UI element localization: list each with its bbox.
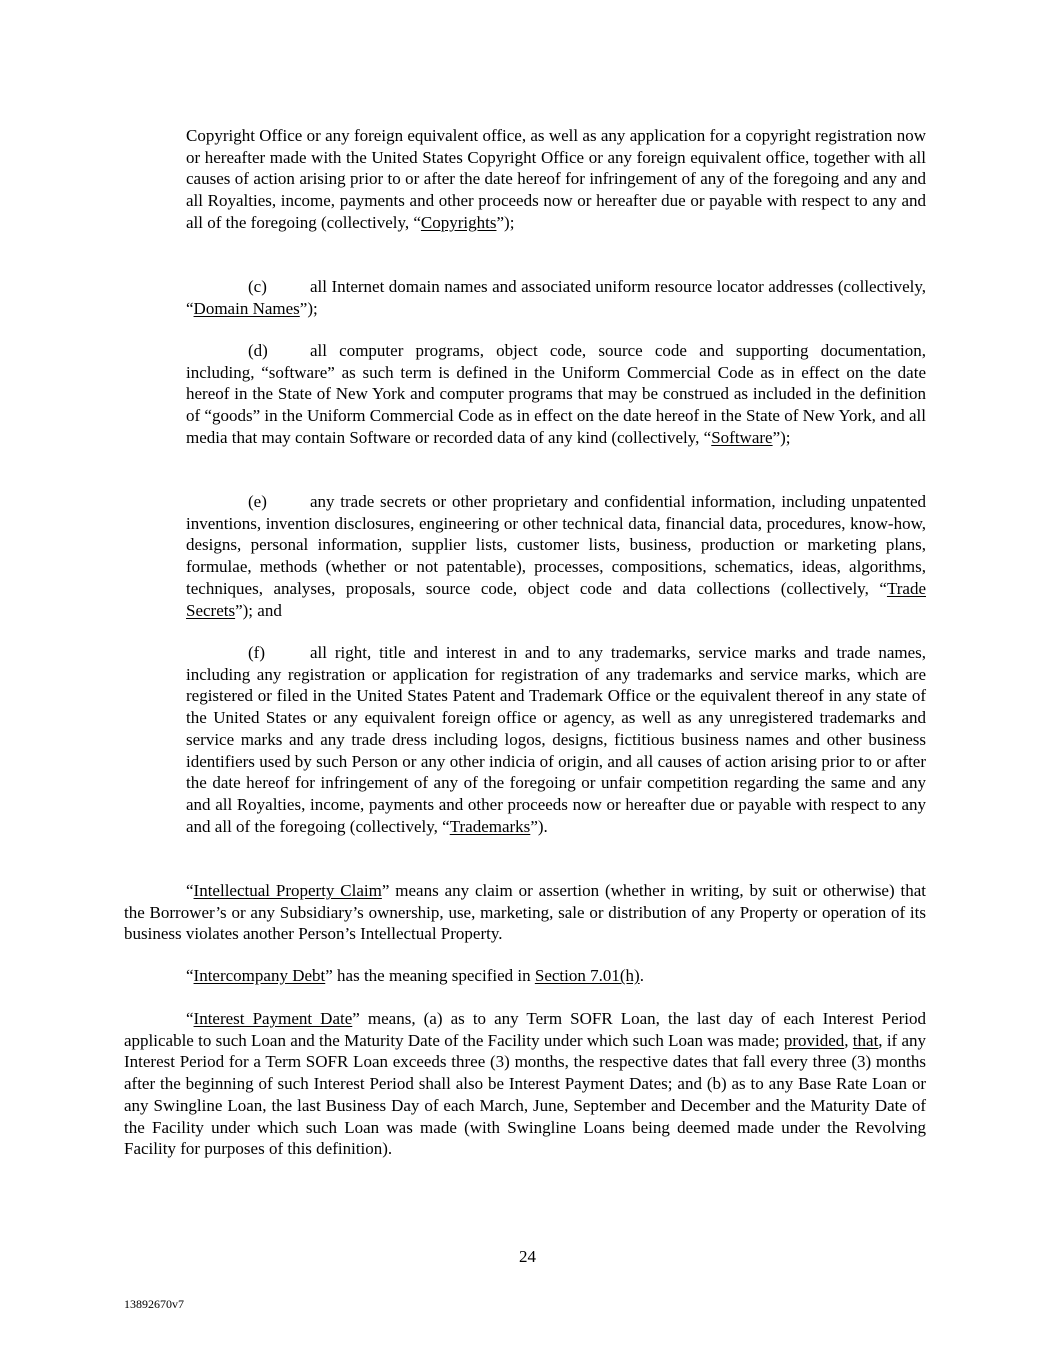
paragraph-text: all right, title and interest in and to any trademarks, service marks and trade names, including any registration or application for registration of any trademarks and service marks, which are registered or filed in the United States Patent and Trademark Office or the equivalent thereof in any state of the United States or any equivalent foreign office or agency, as well as any unregistered trademarks and service marks and any trade dress including logos, designs, fictitious business names and other business identifiers used by such Person or any other indicia of origin, and all causes of action arising prior to or after the date hereof for infringement of any of the foregoing or unfair competition regarding the same and any and all Royalties, income, payments and other proceeds now or hereafter due or payable with respect to any and all of the foregoing (collectively, “: [186, 643, 926, 836]
ip-claim-definition: [124, 880, 926, 945]
paragraph-text: ”);: [299, 298, 318, 318]
clause-label: (f): [248, 643, 265, 662]
that-term: that: [852, 1030, 879, 1050]
trademarks-paragraph: [186, 642, 926, 837]
clause-label: (c): [248, 277, 267, 296]
defined-term-ip-claim: Intellectual Property Claim: [193, 881, 382, 900]
paragraph-text: ”); and: [235, 600, 282, 620]
page-number: 24: [519, 1247, 536, 1266]
defined-term-software: Software: [711, 427, 773, 447]
trade-secrets-paragraph: [186, 491, 926, 621]
defined-term-trade-secrets: Trade Secrets: [186, 578, 926, 620]
defined-term-intercompany-debt: Intercompany Debt: [193, 966, 326, 985]
domain-names-paragraph: [186, 276, 926, 319]
clause-label: (e): [248, 492, 267, 511]
provided-term: provided: [783, 1030, 845, 1050]
open-quote: “: [186, 966, 194, 985]
section-reference: Section 7.01(h): [534, 966, 640, 985]
paragraph-text: ,: [844, 1030, 853, 1050]
paragraph-text: ” has the meaning specified in: [325, 966, 535, 985]
open-quote: “: [186, 1009, 194, 1028]
copyrights-paragraph: [186, 125, 926, 234]
paragraph-text: ” means, (a) as to any Term SOFR Loan, the last day of each Interest Period applicable to such Loan and the Maturity Date of the Facility under which such Loan was made;: [124, 1009, 927, 1050]
paragraph-text: ” means any claim or assertion (whether in writing, by suit or otherwise) that the Borrower’s or any Subsidiary’s ownership, use, marketing, sale or distribution of any Property or operation of its business violates another Person’s Intellectual Property.: [124, 881, 926, 944]
interest-payment-date-definition: [124, 1008, 926, 1160]
paragraph-text: .: [639, 966, 644, 985]
paragraph-text: ”);: [772, 427, 791, 447]
software-paragraph: [186, 340, 926, 449]
paragraph-text: all Internet domain names and associated uniform resource locator addresses (collectively, “: [186, 277, 926, 318]
paragraph-text: Copyright Office or any foreign equivalent office, as well as any application for a copyright registration now or hereafter made with the United States Copyright Office or any foreign equivalent office, together with all causes of action arising prior to or after the date hereof for infringement of any of the foregoing and any and all Royalties, income, payments and other proceeds now or hereafter due or payable with respect to any and all of the foregoing (collectively, “: [186, 126, 926, 232]
intercompany-debt-definition: [124, 965, 926, 987]
paragraph-text: any trade secrets or other proprietary and confidential information, including unpatented inventions, invention disclosures, engineering or other technical data, financial data, procedures, know-how, designs, personal information, supplier lists, customer lists, business, production or marketing plans, formulae, methods (whether or not patentable), processes, compositions, schematics, ideas, algorithms, techniques, analyses, proposals, source code, object code and data collections (collectively, “: [186, 492, 926, 598]
paragraph-text: ”);: [496, 212, 515, 232]
defined-term-copyrights: Copyrights: [420, 212, 497, 232]
defined-term-trademarks: Trademarks: [449, 816, 531, 836]
paragraph-text: , if any Interest Period for a Term SOFR Loan exceeds three (3) months, the respective dates that fall every three (3) months after the beginning of such Interest Period shall also be Interest Payment Dates; and (b) as to any Base Rate Loan or any Swingline Loan, the last Business Day of each March, June, September and December and the Maturity Date of the Facility under which such Loan was made (with Swingline Loans being deemed made under the Revolving Facility for purposes of this definition).: [124, 1030, 927, 1159]
clause-label: (d): [248, 341, 268, 360]
defined-term-interest-payment-date: Interest Payment Date: [193, 1009, 353, 1028]
paragraph-text: ”).: [530, 816, 548, 836]
paragraph-text: all computer programs, object code, source code and supporting documentation, including, “software” as such term is defined in the Uniform Commercial Code as in effect on the date hereof in the State of New York and computer programs that may be construed as included in the definition of “goods” in the Uniform Commercial Code as in effect on the date hereof in the State of New York, and all media that may contain Software or recorded data of any kind (collectively, “: [186, 341, 926, 447]
document-id: 13892670v7: [124, 1297, 184, 1311]
open-quote: “: [186, 881, 194, 900]
defined-term-domain-names: Domain Names: [193, 298, 300, 318]
